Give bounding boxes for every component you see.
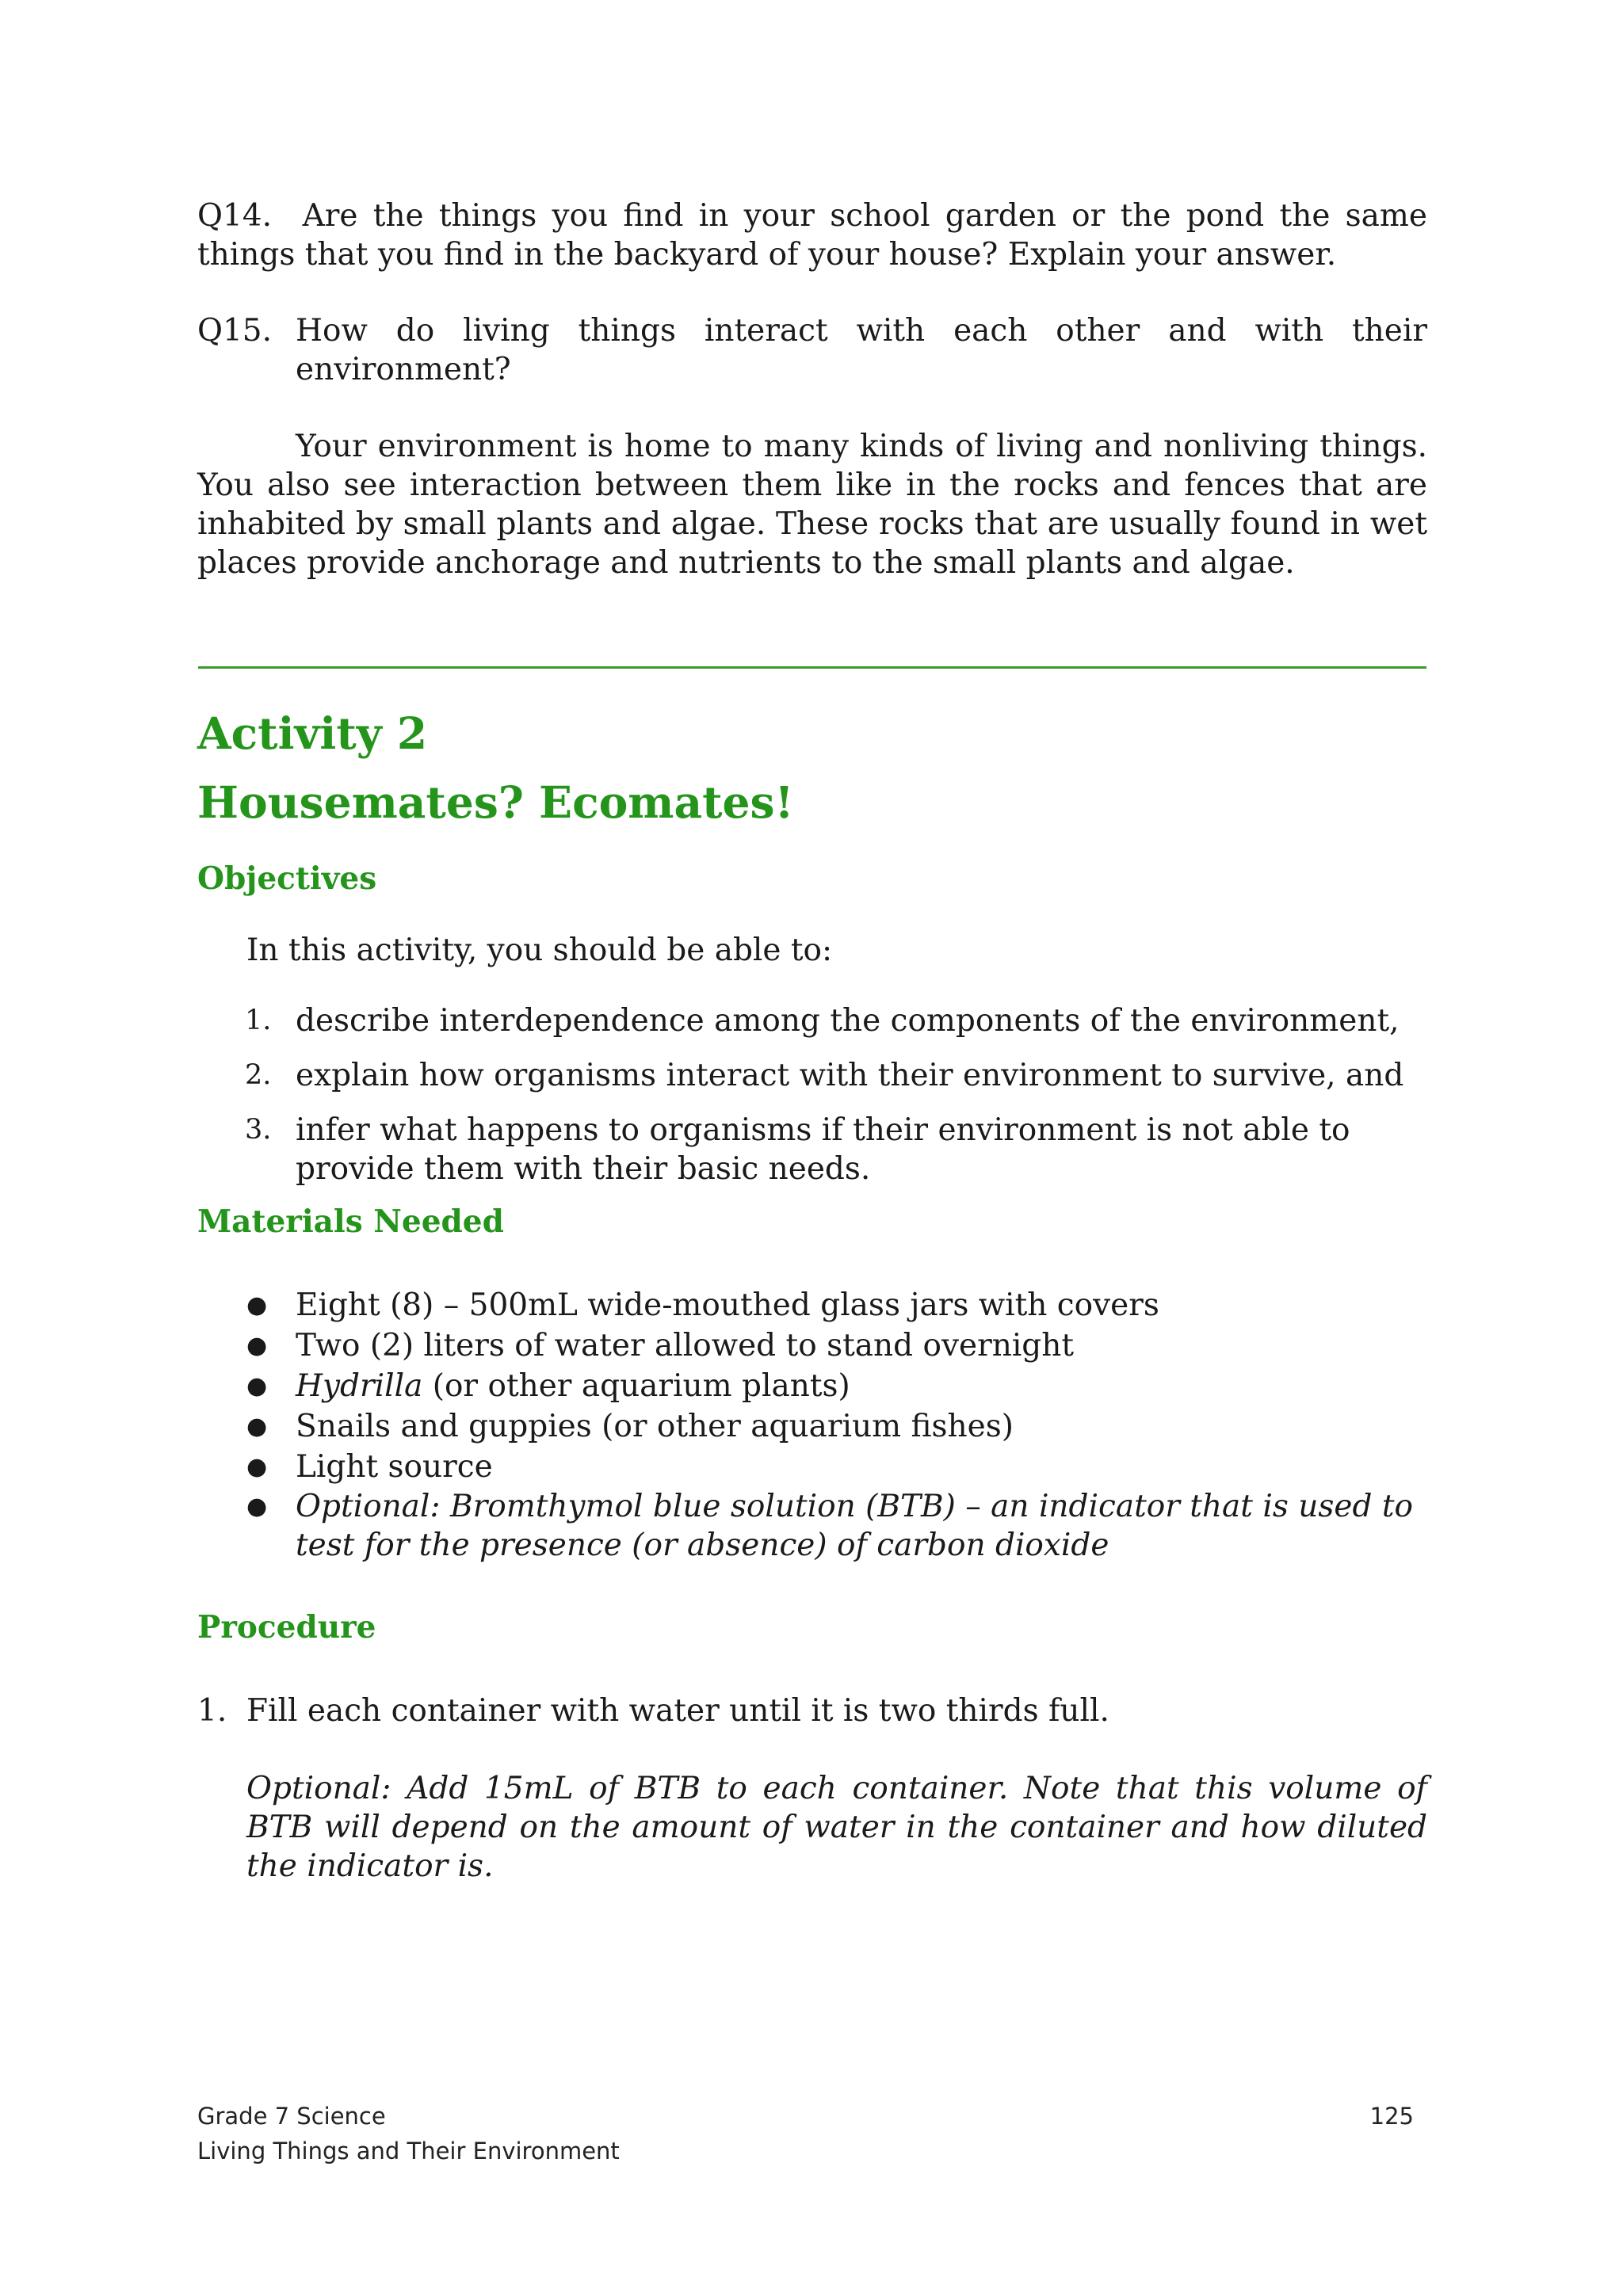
step-number: 1.: [197, 1693, 227, 1729]
list-item: [197, 1366, 1427, 1406]
activity-label: Activity 2: [197, 707, 428, 759]
list-item-italic: Optional: Bromthymol blue solution (BTB) – an indicator that is used to test for the presence (or absence) of carbon dioxide: [296, 1489, 1413, 1563]
bullet-icon: ●: [246, 1291, 268, 1319]
materials-list: [197, 1285, 1427, 1565]
question-text: How do living things interact with each other and with their environment?: [296, 313, 1427, 387]
footer-course: Grade 7 Science: [197, 2103, 386, 2130]
list-item: [197, 1406, 1427, 1447]
bullet-icon: ●: [246, 1372, 268, 1400]
question-number: Q15.: [197, 313, 272, 349]
bullet-icon: ●: [246, 1332, 268, 1360]
step-note: Optional: Add 15mL of BTB to each container. Note that this volume of BTB will depend on the amount of water in the container and how diluted the indicator is.: [246, 1771, 1427, 1884]
list-item-text: (or other aquarium plants): [422, 1368, 850, 1404]
objectives-lead-block: [197, 931, 1427, 970]
list-number: 2.: [245, 1059, 272, 1091]
footer: [197, 2099, 620, 2168]
list-number: 3.: [245, 1114, 272, 1146]
procedure-step-1-note: [197, 1769, 1427, 1886]
materials-heading-block: [197, 1203, 1427, 1241]
question-text: Are the things you find in your school garden or the pond the same things that you find in the backyard of your house? Explain your answer.: [197, 198, 1427, 273]
step-text: Fill each container with water until it is two thirds full.: [246, 1693, 1109, 1729]
list-item-text: Two (2) liters of water allowed to stand overnight: [296, 1328, 1075, 1363]
bullet-icon: ●: [246, 1413, 268, 1440]
question-q14: [197, 196, 1427, 274]
page-number: 125: [1369, 2103, 1414, 2130]
list-item: [197, 1111, 1427, 1188]
list-item-text: explain how organisms interact with their environment to survive, and: [296, 1058, 1404, 1093]
list-item-text: Light source: [296, 1449, 493, 1485]
procedure-heading-block: [197, 1608, 1427, 1646]
bullet-icon: ●: [246, 1493, 268, 1520]
activity-title-block: [197, 776, 1427, 829]
question-q15: [197, 311, 1427, 389]
list-item-italic: Hydrilla: [296, 1368, 423, 1404]
objectives-heading-block: [197, 860, 1427, 898]
footer-unit: Living Things and Their Environment: [197, 2138, 620, 2164]
list-item-text: describe interdependence among the components of the environment,: [296, 1003, 1400, 1039]
objectives-lead: In this activity, you should be able to:: [246, 933, 833, 968]
bullet-icon: ●: [246, 1453, 268, 1481]
materials-heading: Materials Needed: [197, 1203, 504, 1240]
list-item-text: Eight (8) – 500mL wide-mouthed glass jars with covers: [296, 1287, 1159, 1323]
list-item: [197, 1285, 1427, 1325]
list-item: [197, 1001, 1427, 1040]
objectives-list: [197, 1001, 1427, 1188]
paragraph-text: Your environment is home to many kinds of living and nonliving things. You also see interaction between them like in the rocks and fences that are inhabited by small plants and algae. These rocks that are usually found in wet places provide anchorage and nutrients to the small plants and algae.: [197, 429, 1427, 581]
list-item-text: Snails and guppies (or other aquarium fishes): [296, 1409, 1014, 1444]
list-item: [197, 1487, 1427, 1565]
procedure-step-1: [197, 1691, 1427, 1730]
question-number: Q14.: [197, 198, 272, 234]
list-item: [197, 1056, 1427, 1095]
list-item: [197, 1325, 1427, 1366]
procedure-heading: Procedure: [197, 1609, 376, 1646]
activity-title: Housemates? Ecomates!: [197, 776, 794, 828]
list-item: [197, 1447, 1427, 1487]
objectives-heading: Objectives: [197, 860, 377, 897]
list-item-text: infer what happens to organisms if their environment is not able to provide them with their basic needs.: [296, 1112, 1350, 1187]
list-number: 1.: [245, 1005, 272, 1036]
activity-heading: [197, 707, 1427, 760]
intro-paragraph: [197, 427, 1427, 582]
section-divider: [198, 666, 1426, 669]
